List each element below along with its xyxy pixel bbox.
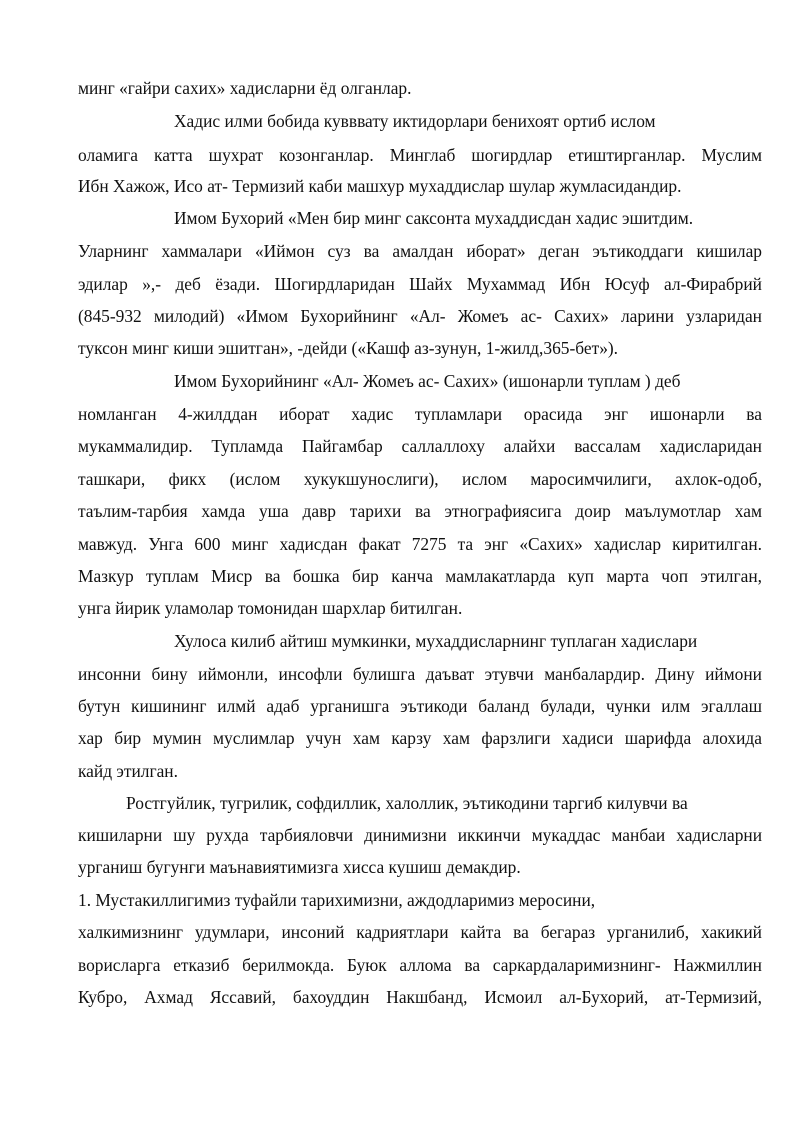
text-line: Кубро, Ахмад Яссавий, бахоуддин Накшбанд, Исмоил ал-Бухорий, ат-Термизий, — [78, 987, 762, 1007]
text-line: бутун кишининг илмй адаб урганишга эътикоди баланд булади, чунки илм эгаллаш — [78, 696, 762, 716]
text-line: мавжуд. Унга 600 минг хадисдан факат 7275 та энг «Сахих» хадислар киритилган. — [78, 534, 762, 554]
text-line: Ибн Хажож, Исо ат- Термизий каби машхур мухаддислар шулар жумласидандир. — [78, 176, 682, 196]
text-line: туксон минг киши эшитган», -дейди («Кашф аз-зунун, 1-жилд,365-бет»). — [78, 338, 619, 358]
text-line: халкимизнинг удумлари, инсоний кадриятлари кайта ва бегараз урганилиб, хакикий — [78, 922, 762, 942]
text-line: ворисларга етказиб берилмокда. Буюк аллома ва саркардаларимизнинг- Нажмиллин — [78, 955, 762, 975]
text-line: Мазкур туплам Миср ва бошка бир канча мамлакатларда куп марта чоп этилган, — [78, 566, 762, 586]
text-line: оламига катта шухрат козонганлар. Минглаб шогирдлар етиштирганлар. Муслим — [78, 145, 762, 165]
text-line: Уларнинг хаммалари «Иймон суз ва амалдан иборат» деган эътикоддаги кишилар — [78, 241, 762, 261]
paragraph-first-line: Имом Бухорийнинг «Ал- Жомеъ ас- Сахих» (ишонарли туплам ) деб — [174, 371, 681, 391]
paragraph-first-line: Хулоса килиб айтиш мумкинки, мухаддисларнинг туплаган хадислари — [174, 631, 698, 651]
text-line: эдилар »,- деб ёзади. Шогирдларидан Шайх Мухаммад Ибн Юсуф ал-Фирабрий — [78, 274, 762, 294]
text-line: кайд этилган. — [78, 761, 178, 781]
text-line: мукаммалидир. Тупламда Пайгамбар саллаллоху алайхи вассалам хадисларидан — [78, 436, 762, 456]
text-line: номланган 4-жилддан иборат хадис тупламлари орасида энг ишонарли ва — [78, 404, 762, 424]
text-line: минг «гайри сахих» хадисларни ёд олганлар. — [78, 78, 412, 98]
paragraph-first-line: Ростгуйлик, тугрилик, софдиллик, халоллик, эътикодини таргиб килувчи ва — [126, 793, 688, 813]
text-line: хар бир мумин муслимлар учун хам карзу хам фарзлиги хадиси шарифда алохида — [78, 728, 762, 748]
text-line: кишиларни шу рухда тарбияловчи динимизни иккинчи мукаддас манбаи хадисларни — [78, 825, 762, 845]
text-line: унга йирик уламолар томонидан шархлар битилган. — [78, 598, 463, 618]
text-line: ташкари, фикх (ислом хукукшунослиги), ислом маросимчилиги, ахлок-одоб, — [78, 469, 762, 489]
paragraph-first-line: Имом Бухорий «Мен бир минг саксонта мухаддисдан хадис эшитдим. — [174, 208, 694, 228]
text-line: урганиш бугунги маънавиятимизга хисса кушиш демакдир. — [78, 857, 521, 877]
text-line: инсонни бину иймонли, инсофли булишга даъват этувчи манбалардир. Дину иймони — [78, 664, 762, 684]
paragraph-first-line: Хадис илми бобида кувввату иктидорлари бенихоят ортиб ислом — [174, 111, 656, 131]
text-line: (845-932 милодий) «Имом Бухорийнинг «Ал- Жомеъ ас- Сахих» ларини узларидан — [78, 306, 762, 326]
text-line: таълим-тарбия хамда уша давр тарихи ва этнографиясига доир маълумотлар хам — [78, 501, 762, 521]
numbered-item-line: 1. Мустакиллигимиз туфайли тарихимизни, аждодларимиз меросини, — [78, 890, 596, 910]
